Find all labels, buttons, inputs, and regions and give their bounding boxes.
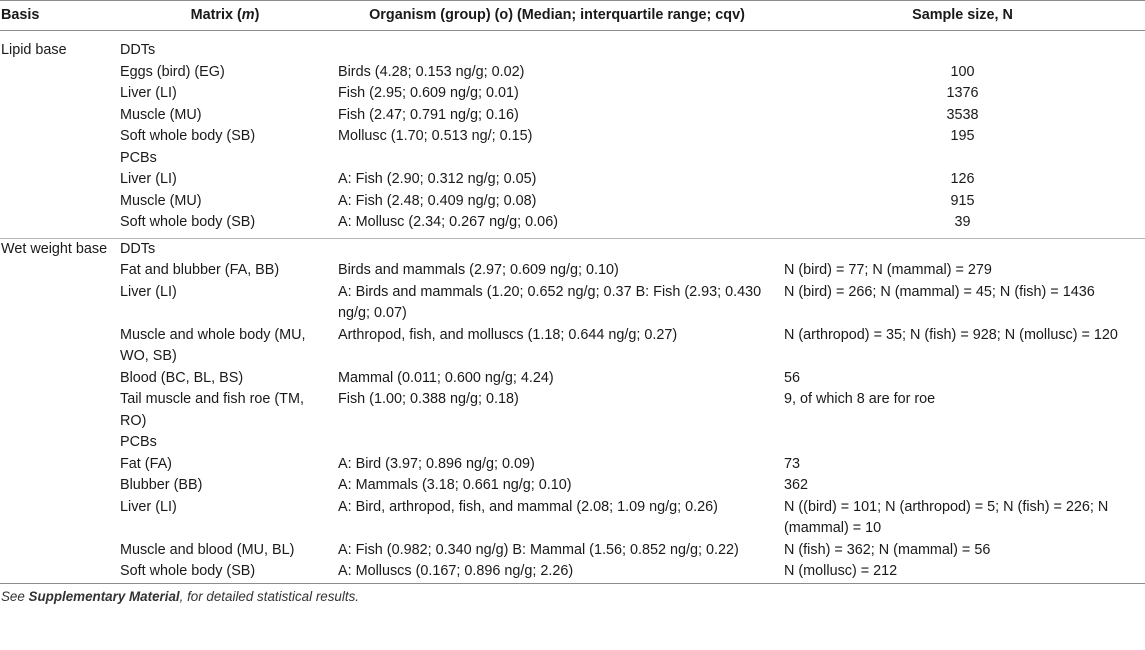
section-label-ddts: DDTs: [120, 42, 156, 58]
sample-cell: 126: [950, 171, 975, 187]
basis-cell: Lipid base: [1, 42, 67, 58]
table-row: [0, 260, 1145, 282]
table-row: [0, 31, 1145, 62]
table-row: [0, 62, 1145, 84]
table-row: [0, 325, 1145, 368]
section-label-pcbs: PCBs: [120, 149, 157, 166]
organism-cell: Birds (4.28; 0.153 ng/g; 0.02): [338, 63, 525, 80]
sample-cell: 56: [784, 369, 801, 386]
matrix-cell: Muscle and whole body (MU, WO, SB): [120, 326, 306, 364]
table-row: [0, 497, 1145, 540]
organism-cell: Birds and mammals (2.97; 0.609 ng/g; 0.10): [338, 262, 619, 278]
matrix-cell: Liver (LI): [120, 498, 177, 515]
matrix-cell: Liver (LI): [120, 85, 177, 101]
table-row: [0, 561, 1145, 583]
matrix-cell: Muscle (MU): [120, 192, 202, 209]
sample-cell: 915: [950, 192, 975, 209]
table-row: [0, 105, 1145, 127]
matrix-cell: Soft whole body (SB): [120, 214, 256, 230]
sample-cell: 100: [950, 63, 975, 80]
matrix-cell: Muscle (MU): [120, 106, 202, 123]
organism-cell: A: Molluscs (0.167; 0.896 ng/g; 2.26): [334, 561, 780, 583]
supplementary-material-link[interactable]: Supplementary Material: [28, 588, 180, 604]
table-row: [0, 238, 1145, 260]
sample-cell: N (fish) = 362; N (mammal) = 56: [784, 541, 991, 558]
sample-cell: N (arthropod) = 35; N (fish) = 928; N (mollusc) = 120: [784, 326, 1118, 343]
table-row: [0, 148, 1145, 170]
sample-cell: N (bird) = 77; N (mammal) = 279: [784, 262, 992, 278]
section-label-pcbs: PCBs: [120, 434, 157, 450]
matrix-cell: Liver (LI): [120, 171, 177, 187]
table-row: [0, 540, 1145, 562]
header-row: [0, 1, 1145, 31]
organism-cell: A: Fish (2.90; 0.312 ng/g; 0.05): [338, 171, 537, 187]
table-row: [0, 212, 1145, 238]
matrix-cell: Blood (BC, BL, BS): [120, 369, 244, 386]
header-sample-size: Sample size, N: [780, 1, 1145, 31]
sample-cell: 362: [784, 477, 809, 493]
sample-cell: 73: [784, 455, 801, 472]
organism-cell: Mollusc (1.70; 0.513 ng/; 0.15): [338, 128, 533, 144]
matrix-cell: Muscle and blood (MU, BL): [120, 541, 295, 558]
sample-cell: 3538: [946, 106, 979, 123]
organism-cell: Mammal (0.011; 0.600 ng/g; 4.24): [338, 369, 554, 386]
table-row: [0, 368, 1145, 390]
organism-cell: A: Bird, arthropod, fish, and mammal (2.08; 1.09 ng/g; 0.26): [338, 498, 718, 515]
organism-cell: A: Birds and mammals (1.20; 0.652 ng/g; 0.37 B: Fish (2.93; 0.430 ng/g; 0.07): [338, 283, 762, 321]
organism-cell: Fish (2.95; 0.609 ng/g; 0.01): [338, 85, 519, 101]
table-row: [0, 389, 1145, 432]
organism-cell: A: Mollusc (2.34; 0.267 ng/g; 0.06): [338, 214, 558, 230]
matrix-cell: Blubber (BB): [120, 477, 203, 493]
table-row: [0, 454, 1145, 476]
header-organism: Organism (group) (o) (Median; interquartile range; cqv): [334, 1, 780, 31]
sample-cell: N (bird) = 266; N (mammal) = 45; N (fish) = 1436: [784, 283, 1095, 300]
organism-cell: A: Fish (0.982; 0.340 ng/g) B: Mammal (1.56; 0.852 ng/g; 0.22): [338, 541, 739, 558]
matrix-cell: Soft whole body (SB): [120, 128, 256, 144]
header-matrix: Matrix (m): [116, 1, 334, 31]
table-row: [0, 475, 1145, 497]
organism-cell: A: Mammals (3.18; 0.661 ng/g; 0.10): [338, 477, 572, 493]
sample-cell: 39: [954, 214, 971, 230]
matrix-cell: Fat and blubber (FA, BB): [120, 262, 280, 278]
table-row: [0, 191, 1145, 213]
organism-cell: A: Fish (2.48; 0.409 ng/g; 0.08): [338, 192, 537, 209]
basis-cell: Wet weight base: [0, 238, 116, 282]
sample-cell: 9, of which 8 are for roe: [784, 391, 936, 407]
section-label-ddts: DDTs: [116, 238, 334, 260]
organism-cell: A: Bird (3.97; 0.896 ng/g; 0.09): [338, 455, 535, 472]
organism-cell: Arthropod, fish, and molluscs (1.18; 0.644 ng/g; 0.27): [338, 326, 678, 343]
table-footnote: See Supplementary Material, for detailed statistical results.: [1, 588, 359, 604]
matrix-cell: Fat (FA): [120, 455, 172, 472]
matrix-cell: Eggs (bird) (EG): [120, 63, 225, 80]
sample-cell: N ((bird) = 101; N (arthropod) = 5; N (fish) = 226; N (mammal) = 10: [784, 498, 1109, 536]
sample-cell: 1376: [946, 85, 979, 101]
matrix-cell: Liver (LI): [120, 283, 177, 300]
table-row: [0, 126, 1145, 148]
organism-cell: Fish (2.47; 0.791 ng/g; 0.16): [338, 106, 519, 123]
table-row: [0, 432, 1145, 454]
table-row: [0, 83, 1145, 105]
header-basis: Basis: [0, 1, 116, 31]
table-row: [0, 169, 1145, 191]
matrix-cell: Soft whole body (SB): [116, 561, 334, 583]
organism-cell: Fish (1.00; 0.388 ng/g; 0.18): [338, 391, 519, 407]
sample-cell: N (mollusc) = 212: [780, 561, 1145, 583]
table-row: [0, 282, 1145, 325]
matrix-cell: Tail muscle and fish roe (TM, RO): [120, 391, 304, 429]
sample-cell: 195: [950, 128, 975, 144]
